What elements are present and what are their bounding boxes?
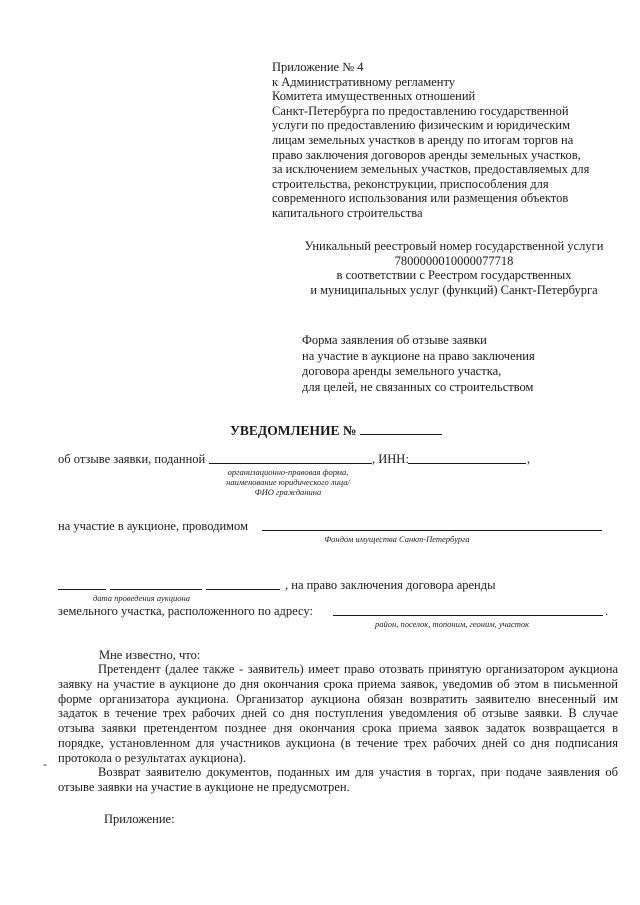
inn-label: , ИНН: <box>372 452 409 466</box>
margin-mark: - <box>43 757 47 771</box>
annex-line: Приложение № 4 <box>272 60 364 74</box>
annex-line: лицам земельных участков в аренду по итогам торгов на <box>272 132 574 147</box>
notice-heading <box>230 423 442 439</box>
address-period: . <box>605 604 609 618</box>
applicant-caption-line: наименование юридического лица/ <box>226 477 350 487</box>
address-caption: район, поселок, топоним, геоним, участок <box>375 619 530 629</box>
auction-caption: Фондом имущества Санкт-Петербурга <box>324 534 470 544</box>
registry-line: Уникальный реестровый номер государственной услуги <box>304 239 604 253</box>
registry-block <box>288 239 620 297</box>
form-title-line: договора аренды земельного участка, <box>302 364 502 378</box>
date-year-field[interactable] <box>206 589 280 590</box>
registry-line: и муниципальных услуг (функций) Санкт-Петербурга <box>310 282 598 297</box>
annex-line: к Административному регламенту <box>272 74 456 89</box>
known-line: Мне известно, что: <box>99 648 201 662</box>
date-month-field[interactable] <box>110 589 202 590</box>
right-label: , на право заключения договора аренды <box>285 578 496 592</box>
form-title-line: Форма заявления об отзыве заявки <box>302 333 487 347</box>
registry-number: 7800000010000077718 <box>394 253 514 268</box>
form-title <box>302 333 535 395</box>
inn-field[interactable] <box>408 463 526 464</box>
notice-number-field[interactable] <box>360 424 442 435</box>
paragraph-text: Возврат заявителю документов, поданных им для участия в торгах, при подаче заявления об отзыве заявки на участие в аукционе не предусмотрен. <box>58 765 618 794</box>
annex-line: Санкт-Петербурга по предоставлению государственной <box>272 103 569 118</box>
date-day-field[interactable] <box>58 589 106 590</box>
registry-line: в соответствии с Реестром государственных <box>336 268 572 283</box>
annex-line: капитального строительства <box>272 205 423 220</box>
annex-line: право заключения договоров аренды земельных участков, <box>272 147 581 162</box>
auction-label: на участие в аукционе, проводимом <box>58 519 248 533</box>
body-paragraph-2 <box>58 765 618 795</box>
annex-line: за исключением земельных участков, предоставляемых для <box>272 162 590 177</box>
withdraw-label: об отзыве заявки, поданной <box>58 452 206 466</box>
applicant-field[interactable] <box>209 463 372 464</box>
auction-organizer-field[interactable] <box>262 530 602 531</box>
annex-line: современного использования или размещения объектов <box>272 191 569 206</box>
paragraph-text: Претендент (далее также - заявитель) имеет право отозвать принятую организатором аукциона заявку на участие в аукционе до дня окончания срока приема заявок, уведомив об этом в письменной форме организатора аукциона. Организатор аукциона обязан возвратить заявителю внесенный им задаток в течение трех рабочих дней со дня поступления уведомления об отзыве заявки. В случае отзыва заявки претендентом позднее дня окончания срока приема заявок задаток возвращается в порядке, установленном для участников аукциона (в течение трех рабочих дней со дня подписания протокола о результатах аукциона). <box>58 662 618 765</box>
annex-line: Комитета имущественных отношений <box>272 89 476 104</box>
body-paragraph-1 <box>58 662 618 766</box>
annex-label: Приложение: <box>104 812 175 826</box>
form-title-line: для целей, не связанных со строительством <box>302 379 534 394</box>
applicant-caption <box>212 467 364 497</box>
date-caption: дата проведения аукциона <box>93 593 190 603</box>
form-title-line: на участие в аукционе на право заключения <box>302 348 535 363</box>
annex-line: строительства, реконструкции, приспособления для <box>272 176 549 191</box>
notice-heading-text: УВЕДОМЛЕНИЕ № <box>230 423 357 438</box>
inn-comma: , <box>527 452 531 466</box>
applicant-caption-line: ФИО гражданина <box>254 487 322 497</box>
annex-line: услуги по предоставлению физическим и юридическим <box>272 118 571 133</box>
applicant-caption-line: организационно-правовая форма, <box>227 467 349 477</box>
address-label: земельного участка, расположенного по адресу: <box>58 604 313 618</box>
annex-header <box>272 60 589 221</box>
address-field[interactable] <box>333 615 603 616</box>
